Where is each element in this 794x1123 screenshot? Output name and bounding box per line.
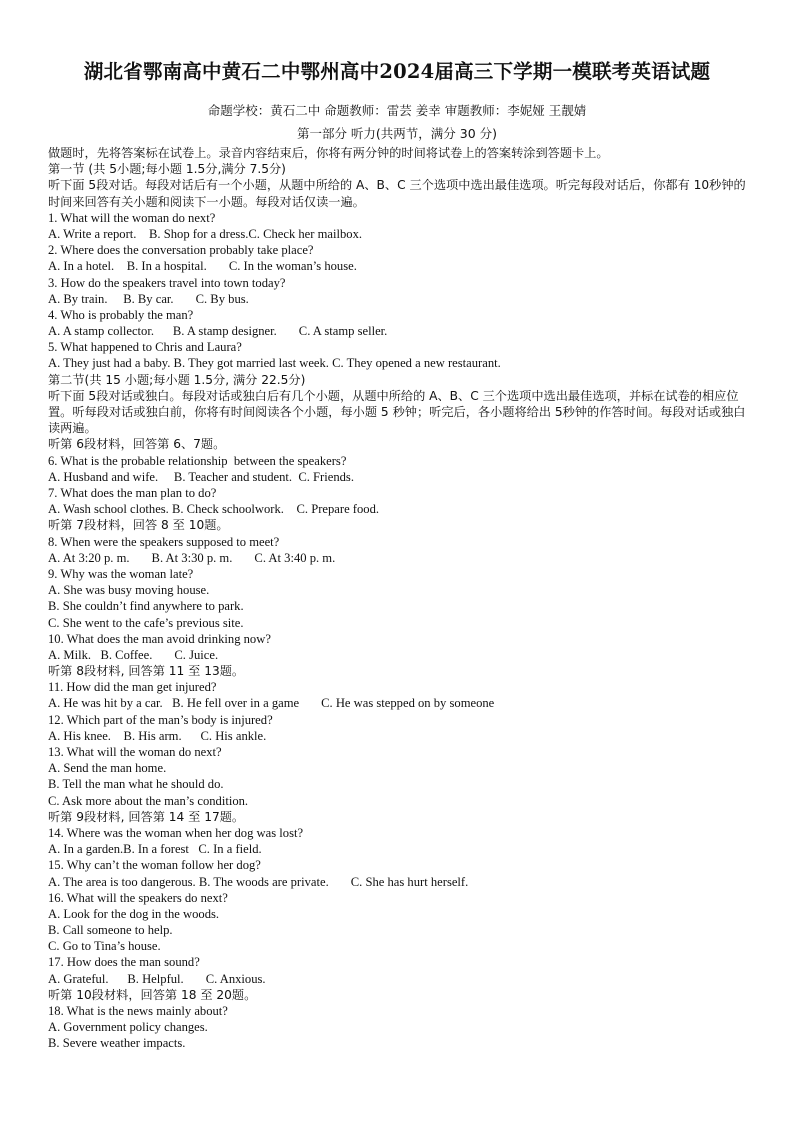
- option: B. Tell the man what he should do.: [48, 777, 224, 792]
- question: 15. Why can’t the woman follow her dog?: [48, 858, 261, 873]
- option: B. Severe weather impacts.: [48, 1036, 186, 1051]
- question: 5. What happened to Chris and Laura?: [48, 340, 242, 355]
- question-options: A. They just had a baby. B. They got married last week. C. They opened a new restaurant.: [48, 356, 501, 371]
- question: 11. How did the man get injured?: [48, 680, 217, 695]
- question: 18. What is the news mainly about?: [48, 1004, 228, 1019]
- question-options: A. Milk. B. Coffee. C. Juice.: [48, 647, 219, 662]
- question: 3. How do the speakers travel into town today?: [48, 275, 286, 290]
- question: 12. Which part of the man’s body is injured?: [48, 712, 273, 727]
- question-options: A. Wash school clothes. B. Check schoolwork. C. Prepare food.: [48, 502, 380, 517]
- question-options: A. Grateful. B. Helpful. C. Anxious.: [48, 971, 266, 986]
- question: 7. What does the man plan to do?: [48, 486, 217, 501]
- option: C. She went to the cafe’s previous site.: [48, 615, 244, 630]
- option: B. She couldn’t find anywhere to park.: [48, 599, 244, 614]
- section-directions: 听下面 5段对话。每段对话后有一个小题，从题中所给的 A、B、C 三个选项中选出最佳选项。听完每段对话后，你都有 10秒钟的时间来回答有关小题和阅读下一小题。每段对话仅读一遍。: [48, 178, 746, 209]
- question-options: A. His knee. B. His arm. C. His ankle.: [48, 728, 267, 743]
- option: B. Call someone to help.: [48, 923, 173, 938]
- question: 16. What will the speakers do next?: [48, 890, 228, 905]
- question-options: A. By train. B. By car. C. By bus.: [48, 291, 249, 306]
- question: 4. Who is probably the man?: [48, 307, 194, 322]
- author-info: 命题学校：黄石二中 命题教师：雷芸 姜幸 审题教师：李妮娅 王靓婧: [207, 103, 587, 118]
- option: C. Ask more about the man’s condition.: [48, 793, 249, 808]
- question: 14. Where was the woman when her dog was lost?: [48, 825, 304, 840]
- question-options: A. At 3:20 p. m. B. At 3:30 p. m. C. At 3:40 p. m.: [48, 550, 336, 565]
- material-heading: 听第 7段材料，回答 8 至 10题。: [48, 518, 229, 533]
- question: 1. What will the woman do next?: [48, 210, 216, 225]
- section-directions: 听下面 5段对话或独白。每段对话或独白后有几个小题，从题中所给的 A、B、C 三个选项中选出最佳选项，并标在试卷的相应位置。听每段对话或独白前，你将有时间阅读各个小题，每小题 5 秒钟；听完后，各小题将给出 5秒钟的作答时间。每段对话或独白读两遍。: [48, 388, 746, 436]
- question-options: A. A stamp collector. B. A stamp designer. C. A stamp seller.: [48, 324, 388, 339]
- question: 8. When were the speakers supposed to meet?: [48, 534, 280, 549]
- material-heading: 听第 6段材料，回答第 6、7题。: [48, 437, 226, 452]
- exam-title: 湖北省鄂南高中黄石二中鄂州高中2024届高三下学期一模联考英语试题: [83, 60, 711, 83]
- question-options: A. In a hotel. B. In a hospital. C. In the woman’s house.: [48, 259, 357, 274]
- exam-body: [48, 145, 748, 1052]
- question-options: A. Write a report. B. Shop for a dress.C. Check her mailbox.: [48, 226, 363, 241]
- material-heading: 听第 8段材料, 回答第 11 至 13题。: [48, 664, 245, 679]
- question: 17. How does the man sound?: [48, 955, 200, 970]
- section-heading: 第一节 (共 5小题;每小题 1.5分,满分 7.5分): [48, 162, 286, 177]
- question-options: A. The area is too dangerous. B. The woods are private. C. She has hurt herself.: [48, 874, 469, 889]
- question-options: A. Husband and wife. B. Teacher and student. C. Friends.: [48, 469, 354, 484]
- question: 6. What is the probable relationship between the speakers?: [48, 453, 347, 468]
- option: A. She was busy moving house.: [48, 583, 210, 598]
- section-heading: 第二节(共 15 小题;每小题 1.5分, 满分 22.5分): [48, 372, 306, 387]
- option: C. Go to Tina’s house.: [48, 939, 161, 954]
- general-instruction: 做题时，先将答案标在试卷上。录音内容结束后，你将有两分钟的时间将试卷上的答案转涂到答题卡上。: [48, 146, 609, 160]
- option: A. Send the man home.: [48, 761, 167, 776]
- material-heading: 听第 10段材料，回答第 18 至 20题。: [48, 987, 257, 1002]
- option: A. Government policy changes.: [48, 1020, 208, 1035]
- question: 9. Why was the woman late?: [48, 566, 194, 581]
- part-heading: 第一部分 听力(共两节，满分 30 分): [296, 126, 498, 141]
- option: A. Look for the dog in the woods.: [48, 906, 220, 921]
- question-options: A. He was hit by a car. B. He fell over in a game C. He was stepped on by someone: [48, 696, 495, 711]
- question: 10. What does the man avoid drinking now?: [48, 631, 271, 646]
- question: 2. Where does the conversation probably take place?: [48, 243, 314, 258]
- question: 13. What will the woman do next?: [48, 745, 222, 760]
- material-heading: 听第 9段材料, 回答第 14 至 17题。: [48, 809, 245, 824]
- question-options: A. In a garden.B. In a forest C. In a field.: [48, 842, 262, 857]
